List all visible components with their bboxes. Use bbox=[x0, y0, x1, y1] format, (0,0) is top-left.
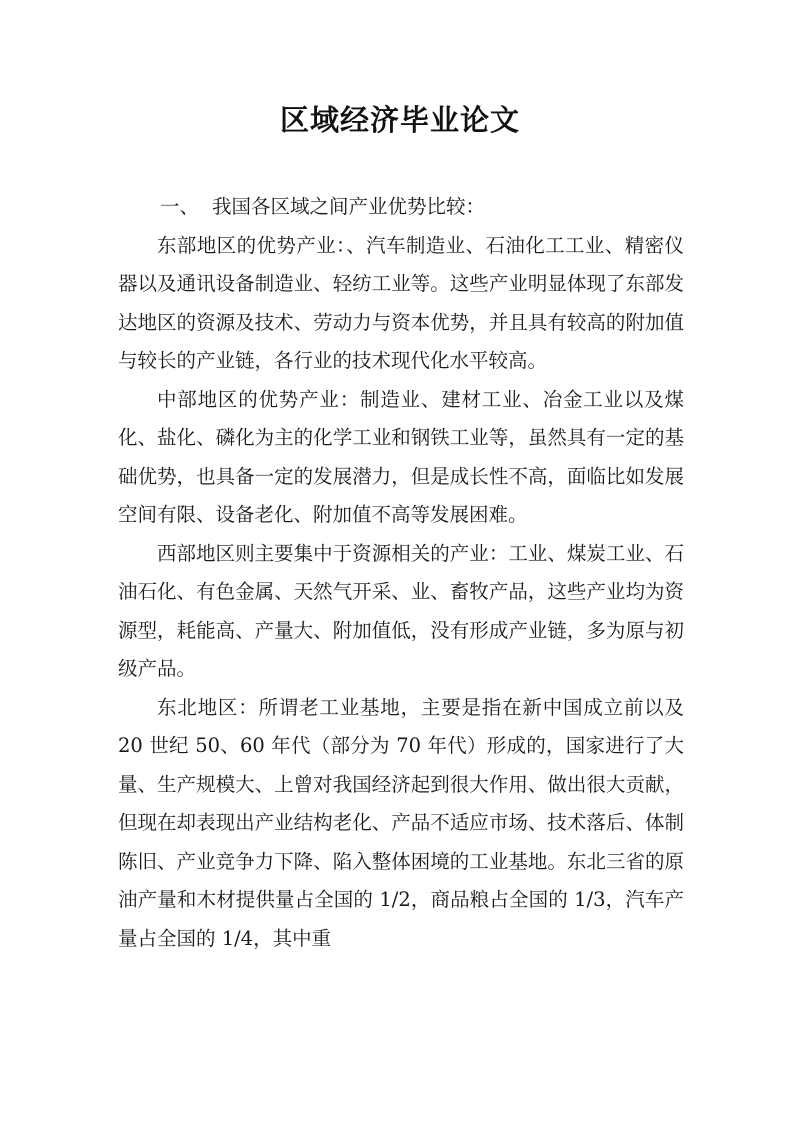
document-body bbox=[118, 188, 684, 958]
paragraph-west: 西部地区则主要集中于资源相关的产业：工业、煤炭工业、石油石化、有色金属、天然气开采、业、畜牧产品，这些产业均为资源型，耗能高、产量大、附加值低，没有形成产业链，多为原与初级产品。 bbox=[118, 541, 684, 680]
section-heading-text: 我国各区域之间产业优势比较： bbox=[212, 195, 486, 218]
page-title: 区域经济毕业论文 bbox=[279, 103, 520, 137]
paragraph-central: 中部地区的优势产业：制造业、建材工业、冶金工业以及煤化、盐化、磷化为主的化学工业和钢铁工业等，虽然具有一定的基础优势，也具备一定的发展潜力，但是成长性不高，面临比如发展空间有限、设备老化、附加值不高等发展困难。 bbox=[118, 387, 684, 526]
paragraph-northeast: 东北地区：所谓老工业基地，主要是指在新中国成立前以及 20 世纪 50、60 年代（部分为 70 年代）形成的，国家进行了大量、生产规模大、上曾对我国经济起到很大作用、做出很大贡献，但现在却表现出产业结构老化、产品不适应市场、技术落后、体制陈旧、产业竞争力下降、陷入整体困境的工业基地。东北三省的原油产量和木材提供量占全国的 1/2，商品粮占全国的 1/3，汽车产量占全国的 1/4，其中重 bbox=[118, 695, 684, 950]
paragraph-east: 东部地区的优势产业：、汽车制造业、石油化工工业、精密仪器以及通讯设备制造业、轻纺工业等。这些产业明显体现了东部发达地区的资源及技术、劳动力与资本优势，并且具有较高的附加值与较长的产业链，各行业的技术现代化水平较高。 bbox=[118, 233, 684, 372]
section-heading bbox=[118, 188, 684, 227]
section-number: 一、 bbox=[160, 195, 200, 218]
